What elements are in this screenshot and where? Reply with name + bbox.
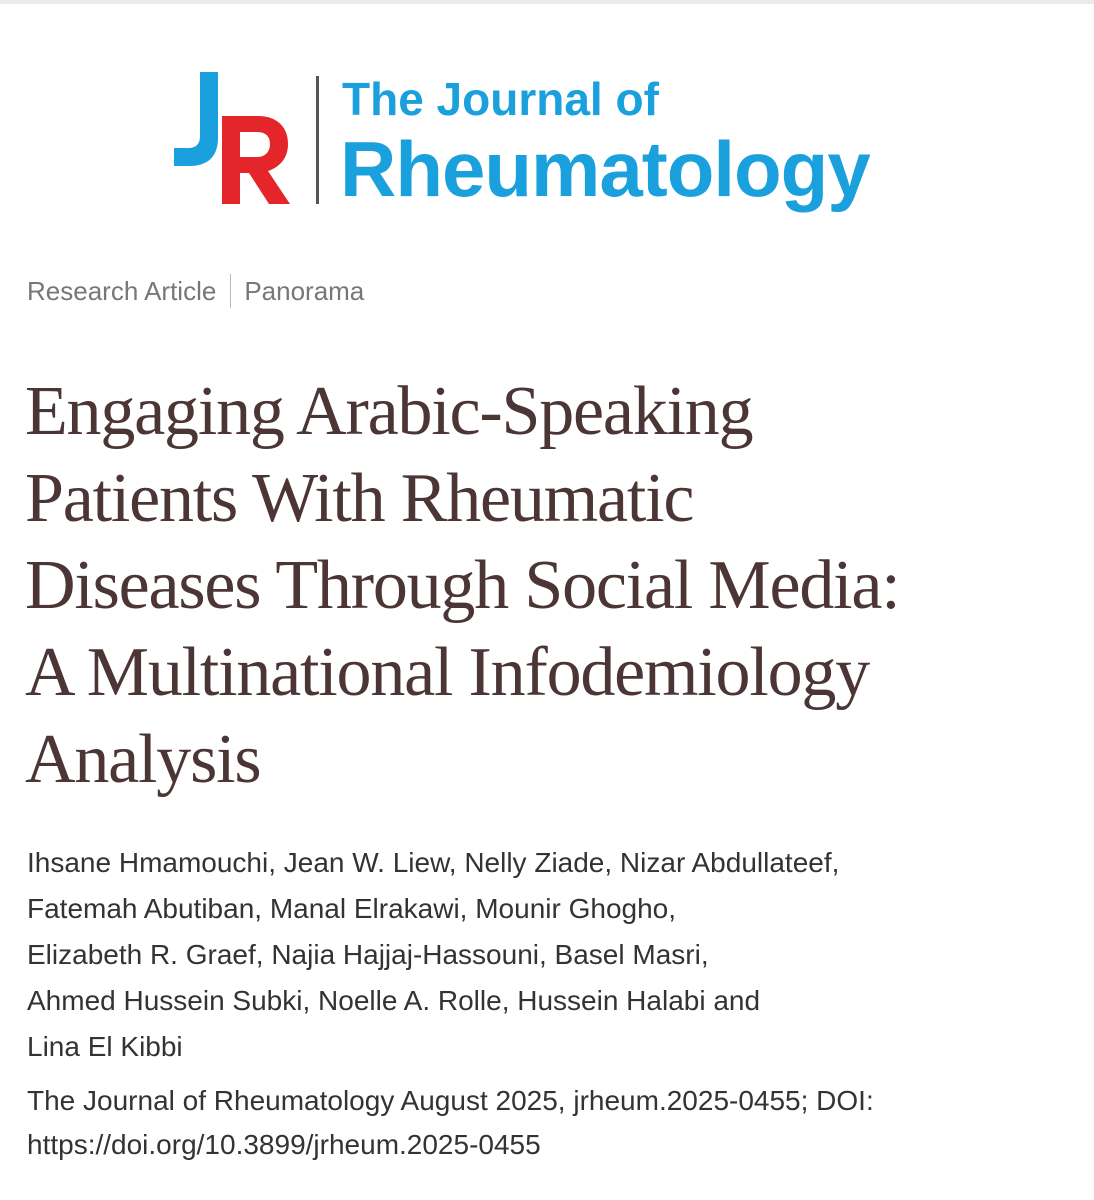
top-strip — [0, 0, 1094, 4]
title-line: Patients With Rheumatic — [25, 460, 694, 537]
article-type[interactable]: Research Article — [27, 276, 217, 306]
article-title — [25, 368, 1085, 803]
citation-text: The Journal of Rheumatology August 2025, jrheum.2025-0455; DOI: — [27, 1085, 874, 1116]
doi-link[interactable]: https://doi.org/10.3899/jrheum.2025-0455 — [27, 1129, 541, 1160]
author-line[interactable]: Fatemah Abutiban, Manal Elrakawi, Mounir Ghogho, — [27, 893, 677, 924]
citation — [27, 1079, 1077, 1167]
title-line: Analysis — [25, 721, 261, 798]
author-line[interactable]: Ihsane Hmamouchi, Jean W. Liew, Nelly Ziade, Nizar Abdullateef, — [27, 847, 840, 878]
journal-logo[interactable] — [172, 66, 932, 216]
article-section[interactable]: Panorama — [244, 276, 365, 306]
logo-text-line1: The Journal of — [342, 73, 659, 125]
title-line: Diseases Through Social Media: — [25, 547, 900, 624]
logo-text-line2: Rheumatology — [340, 125, 870, 213]
title-line: Engaging Arabic-Speaking — [25, 373, 753, 450]
author-list — [27, 840, 1077, 1070]
category-separator — [230, 274, 231, 308]
author-line[interactable]: Lina El Kibbi — [27, 1031, 183, 1062]
logo-divider — [316, 76, 319, 204]
author-line[interactable]: Ahmed Hussein Subki, Noelle A. Rolle, Hussein Halabi and — [27, 985, 761, 1016]
author-line[interactable]: Elizabeth R. Graef, Najia Hajjaj-Hassouni, Basel Masri, — [27, 939, 709, 970]
title-line: A Multinational Infodemiology — [25, 634, 869, 711]
jr-logo-mark — [172, 66, 296, 206]
article-category — [27, 274, 364, 308]
